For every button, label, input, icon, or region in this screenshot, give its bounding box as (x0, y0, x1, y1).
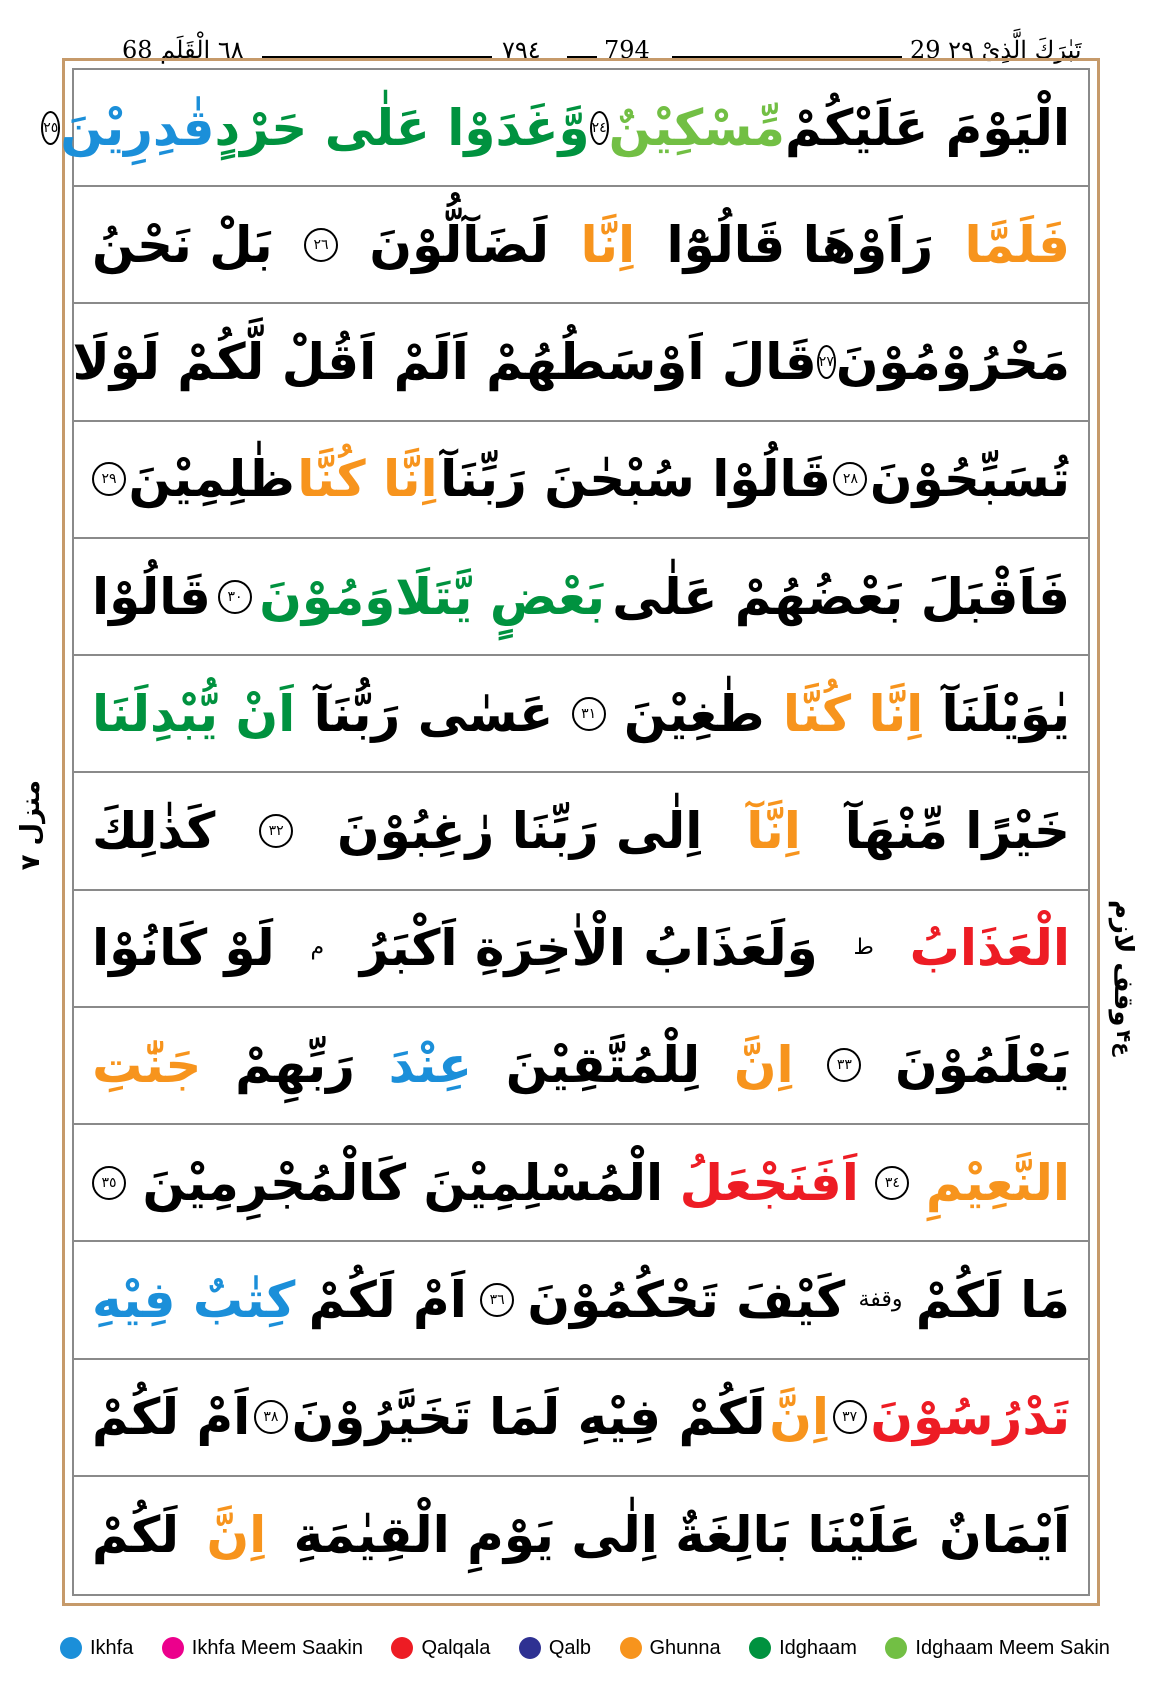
text-segment: الْمُسْلِمِيْنَ كَالْمُجْرِمِيْنَ (142, 1153, 664, 1212)
text-line (74, 1125, 1088, 1242)
text-segment: اَمْ لَكُمْ (92, 1388, 251, 1447)
text-segment: اِلٰى رَبِّنَا رٰغِبُوْنَ (336, 801, 703, 860)
legend-item (749, 1637, 857, 1660)
text-segment: لَكُمْ فِيْهِ لَمَا تَخَيَّرُوْنَ (291, 1388, 766, 1447)
tajweed-legend (60, 1628, 1110, 1668)
text-segment: اَفَنَجْعَلُ (679, 1153, 859, 1212)
text-segment: كَذٰلِكَ (92, 801, 216, 860)
waqf-sign: ط (853, 935, 874, 961)
legend-color-dot-icon (60, 1637, 82, 1659)
text-segment: لَوْ كَانُوْا (92, 919, 275, 978)
text-segment: اِنَّآ (746, 801, 801, 860)
legend-color-dot-icon (749, 1637, 771, 1659)
text-segment: خَيْرًا مِّنْهَآ (844, 801, 1070, 860)
text-segment: مَا لَكُمْ (915, 1270, 1070, 1329)
text-line (74, 187, 1088, 304)
text-segment: فَاَقْبَلَ بَعْضُهُمْ عَلٰى (612, 567, 1070, 626)
legend-item (162, 1637, 363, 1660)
ayah-marker: ٣٨ (254, 1400, 288, 1434)
ayah-marker: ٣٧ (833, 1400, 867, 1434)
ruku-label: ۴ع (1112, 1030, 1136, 1056)
text-segment: اِنَّ (733, 1036, 794, 1095)
text-segment: قَالَ اَوْسَطُهُمْ اَلَمْ اَقُلْ لَّكُمْ لَوْلَا (72, 333, 817, 392)
text-segment: لِلْمُتَّقِيْنَ (505, 1036, 701, 1095)
text-segment: كِتٰبٌ فِيْهِ (92, 1270, 296, 1329)
legend-color-dot-icon (391, 1637, 413, 1659)
text-segment: ظٰلِمِيْنَ (128, 450, 295, 509)
legend-item (885, 1637, 1110, 1660)
legend-label: Ghunna (649, 1636, 721, 1659)
text-segment: قَالُوْا (92, 567, 211, 626)
text-segment: اِنَّا كُنَّا (782, 684, 924, 743)
ayah-marker: ٣٠ (218, 580, 252, 614)
text-segment: اِنَّا كُنَّا (297, 450, 438, 509)
text-line (74, 304, 1088, 421)
text-line (74, 773, 1088, 890)
legend-label: Ikhfa (90, 1636, 134, 1659)
juz-label: 29 تَبٰرَكَ الَّذِیْ ٢٩ (910, 36, 1082, 64)
text-line (74, 1360, 1088, 1477)
ayah-marker: ٣٥ (92, 1166, 126, 1200)
text-segment: اَيْمَانٌ عَلَيْنَا بَالِغَةٌ اِلٰى يَوْمِ الْقِيٰمَةِ (293, 1506, 1070, 1565)
text-segment: طٰغِيْنَ (623, 684, 765, 743)
text-segment: اَمْ لَكُمْ (308, 1270, 467, 1329)
text-lines (43, 70, 1088, 1594)
manzil-label: منزل ٧ (16, 780, 46, 871)
ayah-marker: ٣٦ (480, 1283, 514, 1317)
ayah-marker: ٢٥ (41, 111, 60, 145)
ayah-marker: ٢٧ (817, 345, 836, 379)
ayah-marker: ٢٤ (590, 111, 609, 145)
text-segment: اِنَّ (206, 1506, 267, 1565)
legend-label: Ikhfa Meem Saakin (191, 1636, 363, 1659)
waqf-label: وقف لازم (1108, 900, 1138, 1027)
text-line (74, 539, 1088, 656)
legend-color-dot-icon (885, 1637, 907, 1659)
legend-item (391, 1637, 490, 1660)
text-segment: قٰدِرِيْنَ (60, 98, 215, 157)
text-line (74, 656, 1088, 773)
text-segment: رَبِّهِمْ (235, 1036, 355, 1095)
text-segment: تَدْرُسُوْنَ (870, 1388, 1070, 1447)
text-segment: مَحْرُوْمُوْنَ (835, 333, 1070, 392)
legend-item (519, 1637, 591, 1660)
text-segment: كَيْفَ تَحْكُمُوْنَ (527, 1270, 846, 1329)
text-segment: يَعْلَمُوْنَ (895, 1036, 1070, 1095)
legend-item (620, 1637, 721, 1660)
text-segment: النَّعِيْمِ (925, 1153, 1070, 1212)
text-segment: يٰوَيْلَنَآ (941, 684, 1070, 743)
ayah-marker: ٣٣ (827, 1048, 861, 1082)
waqf-sign: وقفة (858, 1286, 903, 1312)
text-line (74, 422, 1088, 539)
surah-label: ٦٨ الْقَلَم 68 (122, 36, 244, 64)
text-segment: فَلَمَّا (964, 215, 1070, 274)
ayah-marker: ٣١ (572, 697, 606, 731)
ayah-marker: ٣٤ (875, 1166, 909, 1200)
ayah-marker: ٣٢ (259, 814, 293, 848)
legend-item (60, 1637, 133, 1660)
text-line (74, 1242, 1088, 1359)
text-segment: عِنْدَ (388, 1036, 473, 1095)
legend-label: Qalqala (421, 1636, 491, 1659)
waqf-sign: م (310, 935, 325, 961)
text-segment: اِنَّا (580, 215, 636, 274)
text-segment: بَلْ نَحْنُ (92, 215, 273, 274)
text-segment: اِنَّ (769, 1388, 830, 1447)
legend-color-dot-icon (519, 1637, 541, 1659)
text-line (74, 1008, 1088, 1125)
text-segment: وَلَعَذَابُ الْاٰخِرَةِ اَكْبَرُ (359, 919, 818, 978)
text-segment: رَاَوْهَا قَالُوْٓا (666, 215, 934, 274)
legend-label: Idghaam Meem Sakin (915, 1636, 1110, 1659)
text-segment: بَعْضٍ يَّتَلَاوَمُوْنَ (259, 567, 606, 626)
text-segment: تُسَبِّحُوْنَ (869, 450, 1070, 509)
text-segment: قَالُوْا سُبْحٰنَ رَبِّنَآ (440, 450, 832, 509)
text-segment: لَكُمْ (92, 1506, 180, 1565)
ayah-marker: ٢٦ (304, 228, 338, 262)
text-segment: عَسٰى رَبُّنَآ (313, 684, 554, 743)
ayah-marker: ٢٨ (833, 462, 867, 496)
legend-color-dot-icon (620, 1637, 642, 1659)
page-number-arabic: ٧٩٤ (502, 36, 541, 64)
page-number: 794 (604, 36, 650, 64)
text-line (43, 70, 1088, 187)
text-segment: وَّغَدَوْا عَلٰى حَرْدٍ (214, 98, 590, 157)
text-segment: الْيَوْمَ عَلَيْكُمْ (785, 98, 1070, 157)
text-segment: جَنّٰتِ (92, 1036, 202, 1095)
ayah-marker: ٢٩ (92, 462, 126, 496)
text-line (74, 1477, 1088, 1594)
text-segment: الْعَذَابُ (909, 919, 1070, 978)
text-line (74, 891, 1088, 1008)
legend-label: Idghaam (779, 1636, 857, 1659)
text-segment: اَنْ يُّبْدِلَنَا (92, 684, 296, 743)
legend-label: Qalb (548, 1636, 592, 1659)
legend-color-dot-icon (162, 1637, 184, 1659)
text-segment: لَضَآلُّوْنَ (369, 215, 550, 274)
text-segment: مِّسْكِيْنٌ (608, 98, 785, 157)
